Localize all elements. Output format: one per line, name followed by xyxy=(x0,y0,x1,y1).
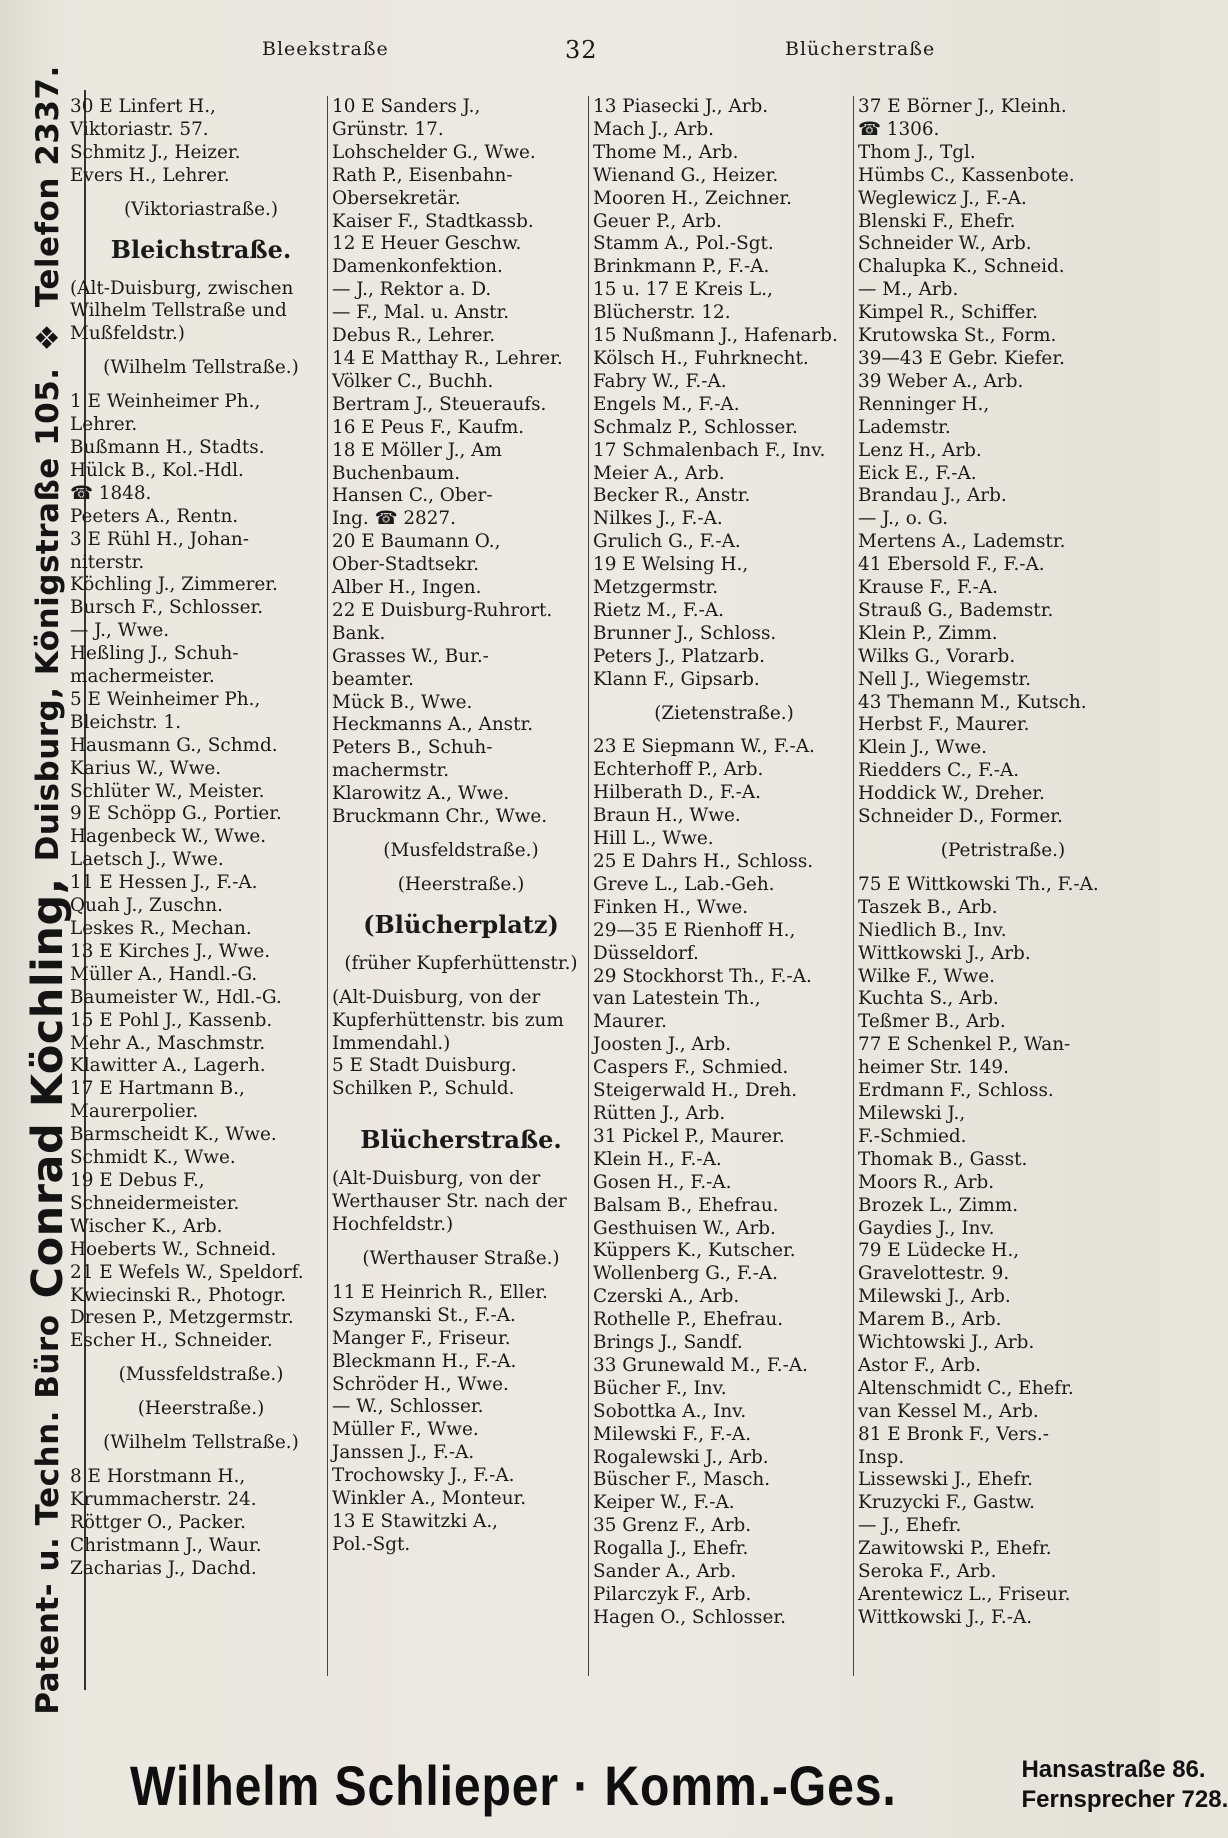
directory-entry xyxy=(70,1455,332,1466)
directory-entry: Nilkes J., F.-A. xyxy=(593,508,723,530)
directory-entry: 31 Pickel P., Maurer. xyxy=(593,1125,785,1147)
directory-entry: 17 E Hartmann B., xyxy=(70,1078,245,1100)
directory-entry: Hilberath D., F.-A. xyxy=(593,782,762,804)
directory-entry: Astor F., Arb. xyxy=(858,1354,981,1376)
directory-entry: (Werthauser Straße.) xyxy=(362,1247,560,1269)
directory-entry: Mach J., Arb. xyxy=(593,118,714,140)
page-number: 32 xyxy=(565,36,598,64)
directory-entry: Hülck B., Kol.-Hdl. xyxy=(70,459,244,481)
directory-entry: 33 Grunewald M., F.-A. xyxy=(593,1354,808,1376)
directory-entry: 20 E Baumann O., xyxy=(332,531,501,553)
directory-entry: Stamm A., Pol.-Sgt. xyxy=(593,233,774,255)
directory-entry: 22 E Duisburg-Ruhrort. xyxy=(332,599,553,621)
directory-entry: Rath P., Eisenbahn- xyxy=(332,164,513,186)
directory-entry: Steigerwald H., Dreh. xyxy=(593,1080,798,1102)
directory-entry xyxy=(858,863,1148,874)
directory-entry: Milewski J., Arb. xyxy=(858,1286,1011,1308)
directory-entry: F.-Schmied. xyxy=(858,1125,967,1147)
directory-entry: Brunner J., Schloss. xyxy=(593,622,777,644)
directory-entry: heimer Str. 149. xyxy=(858,1057,1009,1079)
directory-entry: Schneider W., Arb. xyxy=(858,233,1032,255)
directory-entry xyxy=(70,222,332,233)
directory-entry: 13 Piasecki J., Arb. xyxy=(593,96,769,117)
directory-entry: Pol.-Sgt. xyxy=(332,1533,411,1555)
directory-entry: Peters J., Platzarb. xyxy=(593,645,765,667)
directory-entry xyxy=(593,692,855,703)
directory-entry: Wittkowski J., Arb. xyxy=(858,942,1031,964)
directory-entry: Schneidermeister. xyxy=(70,1192,240,1214)
directory-entry: Müller F., Wwe. xyxy=(332,1419,479,1441)
directory-entry: 39 Weber A., Arb. xyxy=(858,370,1024,392)
directory-entry: Bleichstraße. xyxy=(110,234,292,264)
footer-address xyxy=(1021,1755,1228,1815)
footer-phone-line: Fernsprecher 728. xyxy=(1021,1786,1228,1813)
directory-entry: Milewski F., F.-A. xyxy=(593,1423,752,1445)
directory-entry: 17 Schmalenbach F., Inv. xyxy=(593,439,826,461)
directory-entry: Kruzycki F., Gastw. xyxy=(858,1492,1035,1514)
directory-entry: Gosen H., F.-A. xyxy=(593,1171,732,1193)
directory-entry: Teßmer B., Arb. xyxy=(858,1011,1006,1033)
directory-entry: Joosten J., Arb. xyxy=(593,1034,732,1056)
directory-entry: Klarowitz A., Wwe. xyxy=(332,783,510,805)
directory-entry: Hansen C., Ober- xyxy=(332,485,493,507)
directory-entry: Lissewski J., Ehefr. xyxy=(858,1469,1033,1491)
directory-entry: 18 E Möller J., Am xyxy=(332,439,502,461)
directory-entry: Peeters A., Rentn. xyxy=(70,505,239,527)
directory-entry: Mooren H., Zeichner. xyxy=(593,187,792,209)
directory-entry: Buchenbaum. xyxy=(332,462,461,484)
directory-entry: Mertens A., Lademstr. xyxy=(858,531,1066,553)
directory-entry: — F., Mal. u. Anstr. xyxy=(332,302,510,324)
directory-entry: (Heerstraße.) xyxy=(397,873,525,895)
directory-entry: Baumeister W., Hdl.-G. xyxy=(70,986,282,1008)
directory-entry: Eick E., F.-A. xyxy=(858,462,977,484)
directory-entry: Büscher F., Masch. xyxy=(593,1469,771,1491)
directory-entry: 16 E Peus F., Kaufm. xyxy=(332,416,525,438)
directory-entry: Evers H., Lehrer. xyxy=(70,164,230,186)
directory-entry: Schmitz J., Heizer. xyxy=(70,141,241,163)
directory-entry: Wienand G., Heizer. xyxy=(593,164,779,186)
directory-entry: Grulich G., F.-A. xyxy=(593,531,741,553)
directory-entry: Blücherstraße. xyxy=(360,1125,562,1155)
directory-entry: ☎ 1848. xyxy=(70,482,152,504)
column-4 xyxy=(853,96,1148,1676)
directory-entry xyxy=(332,1112,590,1123)
directory-entry: — J., Wwe. xyxy=(70,620,170,642)
directory-entry: 41 Ebersold F., F.-A. xyxy=(858,554,1045,576)
directory-entry: Milewski J., xyxy=(858,1102,966,1124)
directory-entry: Sander A., Arb. xyxy=(593,1561,737,1583)
directory-entry xyxy=(332,863,590,874)
directory-entry: Klein J., Wwe. xyxy=(858,737,987,759)
directory-entry: Karius W., Wwe. xyxy=(70,757,222,779)
directory-entry: — W., Schlosser. xyxy=(332,1396,484,1418)
directory-entry: Küppers K., Kutscher. xyxy=(593,1240,796,1262)
directory-entry: Düsseldorf. xyxy=(593,942,699,964)
column-1 xyxy=(70,96,332,1580)
directory-entry: Becker R., Anstr. xyxy=(593,485,751,507)
directory-entry: Keiper W., F.-A. xyxy=(593,1492,735,1514)
directory-entry: Meier A., Arb. xyxy=(593,462,725,484)
directory-entry: (Wilhelm Tellstraße.) xyxy=(103,357,299,379)
directory-entry: (Viktoriastraße.) xyxy=(123,198,279,220)
directory-entry: Viktoriastr. 57. xyxy=(70,118,209,140)
directory-entry: 13 E Kirches J., Wwe. xyxy=(70,940,271,962)
directory-entry: Damenkonfektion. xyxy=(332,256,503,278)
directory-entry: Winkler A., Monteur. xyxy=(332,1488,527,1510)
directory-entry: 81 E Bronk F., Vers.- xyxy=(858,1423,1049,1445)
directory-entry: (Wilhelm Tellstraße.) xyxy=(103,1432,299,1454)
directory-entry xyxy=(332,829,590,840)
directory-entry: 75 E Wittkowski Th., F.-A. xyxy=(858,873,1099,895)
directory-entry: (Alt-Duisburg, von der xyxy=(332,986,541,1008)
directory-entry: 19 E Welsing H., xyxy=(593,554,749,576)
directory-entry: Balsam B., Ehefrau. xyxy=(593,1194,779,1216)
directory-entry: — J., Rektor a. D. xyxy=(332,279,492,301)
ad-part2: Duisburg, Königstraße 105. xyxy=(30,367,66,862)
directory-entry: Kaiser F., Stadtkassb. xyxy=(332,210,534,232)
directory-entry xyxy=(70,267,332,278)
directory-entry: Gaydies J., Inv. xyxy=(858,1217,995,1239)
directory-entry: Fabry W., F.-A. xyxy=(593,370,727,392)
directory-entry: Klein P., Zimm. xyxy=(858,622,998,644)
directory-entry: Klein H., F.-A. xyxy=(593,1148,722,1170)
directory-entry: (Heerstraße.) xyxy=(137,1398,265,1420)
directory-entry: 1 E Weinheimer Ph., xyxy=(70,391,261,413)
directory-entry xyxy=(332,897,590,908)
directory-entry: Engels M., F.-A. xyxy=(593,393,740,415)
directory-entry: van Latestein Th., xyxy=(593,988,761,1010)
directory-entry: Escher H., Schneider. xyxy=(70,1330,273,1352)
directory-entry: Finken H., Wwe. xyxy=(593,896,749,918)
directory-entry: Maurerpolier. xyxy=(70,1101,199,1123)
directory-entry: Schmidt K., Wwe. xyxy=(70,1147,236,1169)
directory-entry: Caspers F., Schmied. xyxy=(593,1057,789,1079)
directory-entry: Hoeberts W., Schneid. xyxy=(70,1238,277,1260)
ad-name: Conrad Köchling, xyxy=(23,877,73,1299)
directory-entry: Chalupka K., Schneid. xyxy=(858,256,1065,278)
directory-entry: Riedders C., F.-A. xyxy=(858,760,1020,782)
directory-entry: 19 E Debus F., xyxy=(70,1169,205,1191)
directory-entry: Völker C., Buchh. xyxy=(332,370,494,392)
directory-entry: Nell J., Wiegemstr. xyxy=(858,668,1031,690)
directory-entry: (Alt-Duisburg, zwischen xyxy=(70,277,294,299)
directory-entry: machermeister. xyxy=(70,666,215,688)
directory-entry: Bank. xyxy=(332,622,386,644)
directory-entry: Metzgermstr. xyxy=(593,577,719,599)
directory-entry: Renninger H., xyxy=(858,393,990,415)
directory-entry: — J., o. G. xyxy=(858,508,949,530)
directory-entry: 30 E Linfert H., xyxy=(70,96,216,117)
directory-entry: Krummacherstr. 24. xyxy=(70,1488,257,1510)
directory-entry: Echterhoff P., Arb. xyxy=(593,759,764,781)
directory-entry xyxy=(70,1387,332,1398)
directory-entry: Mußfeldstr.) xyxy=(70,323,185,345)
directory-entry: 8 E Horstmann H., xyxy=(70,1465,246,1487)
directory-entry: Bleckmann H., F.-A. xyxy=(332,1350,517,1372)
directory-entry: 11 E Hessen J., F.-A. xyxy=(70,872,258,894)
footer-company: Wilhelm Schlieper · Komm.-Ges. xyxy=(130,1753,897,1817)
directory-entry: van Kessel M., Arb. xyxy=(858,1400,1039,1422)
directory-entry: Ober-Stadtsekr. xyxy=(332,554,479,576)
directory-entry: 5 E Stadt Duisburg. xyxy=(332,1055,517,1077)
directory-entry: Pilarczyk F., Arb. xyxy=(593,1584,752,1605)
directory-entry: 37 E Börner J., Kleinh. xyxy=(858,96,1067,117)
directory-entry xyxy=(858,829,1148,840)
header-right: Blücherstraße xyxy=(785,38,936,60)
directory-entry: — J., Ehefr. xyxy=(858,1515,962,1537)
directory-entry: Wilks G., Vorarb. xyxy=(858,645,1016,667)
directory-entry: machermstr. xyxy=(332,760,450,782)
directory-entry: Klann F., Gipsarb. xyxy=(593,668,760,690)
directory-entry: Erdmann F., Schloss. xyxy=(858,1080,1054,1102)
directory-entry: Hausmann G., Schmd. xyxy=(70,734,278,756)
directory-entry: Arentewicz L., Friseur. xyxy=(858,1584,1071,1605)
directory-entry: Alber H., Ingen. xyxy=(332,577,482,599)
directory-entry: Rogalewski J., Arb. xyxy=(593,1446,769,1468)
directory-entry: Herbst F., Maurer. xyxy=(858,714,1030,736)
directory-entry: beamter. xyxy=(332,668,414,690)
directory-entry: Sobottka A., Inv. xyxy=(593,1400,747,1422)
directory-entry: Brandau J., Arb. xyxy=(858,485,1007,507)
directory-entry: Lohschelder G., Wwe. xyxy=(332,141,536,163)
directory-entry: Brozek L., Zimm. xyxy=(858,1194,1019,1216)
directory-entry: Trochowsky J., F.-A. xyxy=(332,1465,515,1487)
footer-advertisement xyxy=(130,1745,1228,1825)
directory-entry: Braun H., Wwe. xyxy=(593,805,741,827)
directory-entry: Altenschmidt C., Ehefr. xyxy=(858,1377,1074,1399)
directory-entry: Rietz M., F.-A. xyxy=(593,599,724,621)
directory-entry: Blücherstr. 12. xyxy=(593,302,731,324)
directory-entry: Hochfeldstr.) xyxy=(332,1214,454,1236)
directory-entry: 29 Stockhorst Th., F.-A. xyxy=(593,965,812,987)
directory-entry: Kwiecinski R., Photogr. xyxy=(70,1284,287,1306)
directory-entry: (Musfeldstraße.) xyxy=(383,840,539,861)
directory-entry: 3 E Rühl H., Johan- xyxy=(70,528,249,550)
directory-entry: 9 E Schöpp G., Portier. xyxy=(70,803,282,825)
directory-entry: Kimpel R., Schiffer. xyxy=(858,302,1039,324)
directory-entry: 13 E Stawitzki A., xyxy=(332,1510,499,1532)
directory-entry: 39—43 E Gebr. Kiefer. xyxy=(858,347,1065,369)
directory-entry xyxy=(332,1271,590,1282)
header-left: Bleekstraße xyxy=(262,38,389,60)
directory-entry: Wilke F., Wwe. xyxy=(858,965,996,987)
column-3 xyxy=(588,96,855,1676)
directory-entry: Lademstr. xyxy=(858,416,951,438)
directory-entry: Thom J., Tgl. xyxy=(858,141,976,163)
directory-entry: Wischer K., Arb. xyxy=(70,1215,223,1237)
directory-entry: Wichtowski J., Arb. xyxy=(858,1332,1035,1354)
directory-entry: Hagenbeck W., Wwe. xyxy=(70,826,267,848)
directory-entry: Immendahl.) xyxy=(332,1032,451,1054)
directory-entry: Leskes R., Mechan. xyxy=(70,918,252,939)
directory-entry: Quah J., Zuschn. xyxy=(70,895,223,917)
directory-entry: Lenz H., Arb. xyxy=(858,439,982,461)
directory-entry: Kölsch H., Fuhrknecht. xyxy=(593,347,809,369)
directory-entry: Thomak B., Gasst. xyxy=(858,1148,1028,1170)
directory-entry: Röttger O., Packer. xyxy=(70,1511,246,1533)
directory-entry: Schilken P., Schuld. xyxy=(332,1078,515,1100)
directory-entry xyxy=(332,976,590,987)
directory-entry: 23 E Siepmann W., F.-A. xyxy=(593,736,815,758)
directory-entry: (Alt-Duisburg, von der xyxy=(332,1168,541,1190)
directory-entry: Bußmann H., Stadts. xyxy=(70,436,265,458)
directory-entry: Laetsch J., Wwe. xyxy=(70,849,224,871)
directory-entry: 79 E Lüdecke H., xyxy=(858,1240,1020,1262)
directory-entry: Geuer P., Arb. xyxy=(593,210,722,232)
footer-address-line: Hansastraße 86. xyxy=(1021,1756,1206,1783)
directory-entry xyxy=(593,725,855,736)
directory-entry: Schmalz P., Schlosser. xyxy=(593,416,798,438)
side-advertisement-text xyxy=(18,65,78,1715)
directory-entry: Manger F., Friseur. xyxy=(332,1327,511,1349)
directory-entry: 21 E Wefels W., Speldorf. xyxy=(70,1261,304,1283)
directory-entry: Heckmanns A., Anstr. xyxy=(332,714,534,736)
directory-entry xyxy=(332,1237,590,1248)
directory-entry: Köchling J., Zimmerer. xyxy=(70,574,278,596)
directory-entry: Blenski F., Ehefr. xyxy=(858,210,1016,232)
directory-entry: Heßling J., Schuh- xyxy=(70,643,239,665)
directory-entry: Schlüter W., Meister. xyxy=(70,780,265,802)
directory-entry: Mehr A., Maschmstr. xyxy=(70,1032,266,1054)
directory-entry: 10 E Sanders J., xyxy=(332,96,481,117)
directory-entry: Rothelle P., Ehefrau. xyxy=(593,1309,784,1331)
directory-entry: — M., Arb. xyxy=(858,279,959,301)
directory-entry: 77 E Schenkel P., Wan- xyxy=(858,1034,1071,1056)
directory-entry: 15 u. 17 E Kreis L., xyxy=(593,279,773,301)
directory-entry: Czerski A., Arb. xyxy=(593,1286,740,1308)
directory-entry: Lehrer. xyxy=(70,414,138,436)
directory-entry: Schröder H., Wwe. xyxy=(332,1373,509,1395)
directory-entry: 25 E Dahrs H., Schloss. xyxy=(593,851,814,872)
directory-entry: Debus R., Lehrer. xyxy=(332,325,496,347)
directory-entry: Bursch F., Schlosser. xyxy=(70,597,264,619)
directory-entry xyxy=(332,1101,590,1112)
directory-entry: Bücher F., Inv. xyxy=(593,1377,727,1399)
directory-entry: Greve L., Lab.-Geh. xyxy=(593,873,775,895)
directory-entry: Wittkowski J., F.-A. xyxy=(858,1606,1033,1628)
directory-entry: Marem B., Arb. xyxy=(858,1309,1002,1331)
directory-entry: Hagen O., Schlosser. xyxy=(593,1606,786,1628)
directory-entry: Dresen P., Metzgermstr. xyxy=(70,1307,294,1329)
directory-entry: 29—35 E Rienhoff H., xyxy=(593,919,796,941)
directory-entry: Insp. xyxy=(858,1446,905,1468)
directory-entry: Schneider D., Former. xyxy=(858,806,1063,828)
directory-entry: Grünstr. 17. xyxy=(332,118,444,140)
directory-entry: Werthauser Str. nach der xyxy=(332,1191,567,1213)
directory-entry: ☎ 1306. xyxy=(858,118,940,140)
directory-entry xyxy=(70,346,332,357)
directory-entry: 15 Nußmann J., Hafenarb. xyxy=(593,325,838,347)
directory-entry: Bleichstr. 1. xyxy=(70,711,182,733)
directory-entry: Brinkmann P., F.-A. xyxy=(593,256,770,278)
directory-entry: Kupferhüttenstr. bis zum xyxy=(332,1009,564,1031)
directory-entry: Krause F., F.-A. xyxy=(858,577,999,599)
directory-entry xyxy=(70,1353,332,1364)
directory-entry: (Mussfeldstraße.) xyxy=(118,1364,284,1386)
directory-entry xyxy=(332,1157,590,1168)
directory-entry: Mück B., Wwe. xyxy=(332,691,473,713)
ad-phone: Telefon 2337. xyxy=(30,65,66,308)
directory-entry: Kuchta S., Arb. xyxy=(858,988,999,1010)
ad-separator: ❖ xyxy=(30,323,66,352)
directory-entry: Barmscheidt K., Wwe. xyxy=(70,1124,277,1146)
directory-entry: Zawitowski P., Ehefr. xyxy=(858,1538,1052,1560)
directory-entry: (früher Kupferhüttenstr.) xyxy=(344,952,578,974)
directory-entry: Rogalla J., Ehefr. xyxy=(593,1538,749,1560)
directory-entry: Christmann J., Waur. xyxy=(70,1534,262,1556)
directory-entry: Hoddick W., Dreher. xyxy=(858,783,1045,805)
directory-entry: Klawitter A., Lagerh. xyxy=(70,1055,266,1077)
column-2 xyxy=(327,96,590,1676)
directory-entry: Obersekretär. xyxy=(332,187,461,209)
directory-entry: Wilhelm Tellstraße und xyxy=(70,300,287,322)
directory-entry: 5 E Weinheimer Ph., xyxy=(70,688,261,710)
directory-entry: Gesthuisen W., Arb. xyxy=(593,1217,776,1239)
directory-entry: 43 Themann M., Kutsch. xyxy=(858,691,1087,713)
directory-entry xyxy=(70,380,332,391)
directory-entry: Szymanski St., F.-A. xyxy=(332,1304,516,1326)
directory-entry: 14 E Matthay R., Lehrer. xyxy=(332,347,563,369)
directory-entry: (Blücherplatz) xyxy=(363,909,559,939)
directory-entry: Seroka F., Arb. xyxy=(858,1561,997,1583)
directory-entry: Taszek B., Arb. xyxy=(858,896,998,918)
directory-entry xyxy=(332,942,590,953)
directory-entry: Bruckmann Chr., Wwe. xyxy=(332,806,548,828)
directory-entry: niterstr. xyxy=(70,551,145,573)
ad-part1: Patent- u. Techn. Büro xyxy=(30,1314,66,1715)
directory-entry: Weglewicz J., F.-A. xyxy=(858,187,1027,209)
directory-entry: Janssen J., F.-A. xyxy=(332,1442,475,1464)
directory-entry: Krutowska St., Form. xyxy=(858,325,1057,347)
directory-entry: Wollenberg G., F.-A. xyxy=(593,1263,778,1285)
directory-entry: Ing. ☎ 2827. xyxy=(332,508,456,530)
directory-entry: Niedlich B., Inv. xyxy=(858,919,1007,941)
directory-entry: 15 E Pohl J., Kassenb. xyxy=(70,1009,273,1031)
directory-entry: Müller A., Handl.-G. xyxy=(70,963,258,985)
directory-entry: Hill L., Wwe. xyxy=(593,828,714,850)
directory-entry: 11 E Heinrich R., Eller. xyxy=(332,1281,548,1303)
directory-entry: Thome M., Arb. xyxy=(593,141,739,163)
directory-entry: Maurer. xyxy=(593,1011,667,1033)
directory-entry xyxy=(70,1421,332,1432)
directory-entry: (Zietenstraße.) xyxy=(654,702,794,724)
directory-entry: Peters B., Schuh- xyxy=(332,737,493,759)
directory-entry: (Petristraße.) xyxy=(940,840,1066,861)
directory-entry: Moors R., Arb. xyxy=(858,1171,995,1193)
directory-entry: Hümbs C., Kassenbote. xyxy=(858,164,1075,186)
directory-entry: Bertram J., Steueraufs. xyxy=(332,393,547,415)
directory-entry: Strauß G., Bademstr. xyxy=(858,599,1054,621)
directory-entry: 35 Grenz F., Arb. xyxy=(593,1515,752,1537)
directory-entry xyxy=(70,188,332,199)
directory-entry: Brings J., Sandf. xyxy=(593,1332,743,1354)
directory-entry: Rütten J., Arb. xyxy=(593,1102,726,1124)
directory-entry: Grasses W., Bur.- xyxy=(332,645,489,667)
directory-entry: Zacharias J., Dachd. xyxy=(70,1557,257,1579)
directory-entry: 12 E Heuer Geschw. xyxy=(332,233,522,255)
directory-entry: Gravelottestr. 9. xyxy=(858,1263,1010,1285)
